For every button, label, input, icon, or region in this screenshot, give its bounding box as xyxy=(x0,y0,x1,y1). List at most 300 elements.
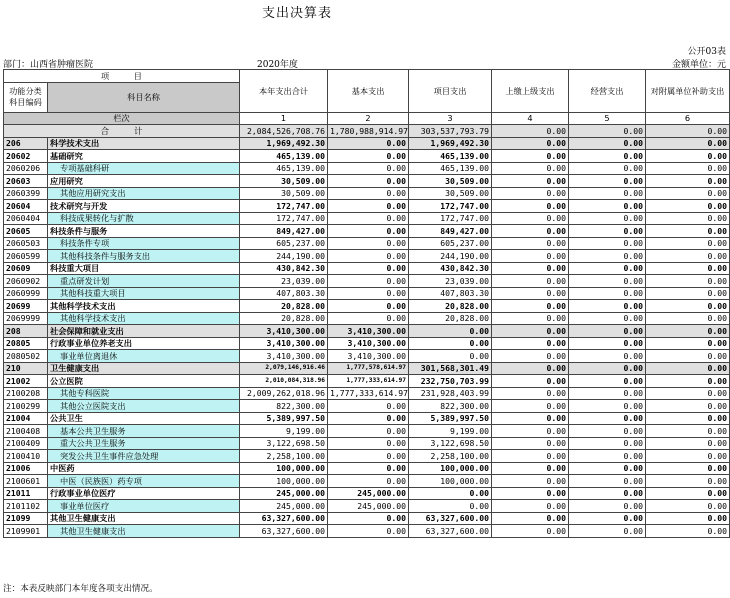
amount-cell: 0.00 xyxy=(328,200,409,213)
amount-cell: 0.00 xyxy=(569,400,646,413)
amount-cell: 245,000.00 xyxy=(240,487,328,500)
subject-name: 其他卫生健康支出 xyxy=(48,512,240,525)
table-row xyxy=(4,475,730,488)
amount-cell: 3,410,300.00 xyxy=(328,325,409,338)
amount-cell: 0.00 xyxy=(492,262,569,275)
subject-name: 公共卫生 xyxy=(48,412,240,425)
table-row xyxy=(4,287,730,300)
amount-cell: 0.00 xyxy=(409,325,492,338)
total-value: 0.00 xyxy=(646,125,730,138)
amount-cell: 0.00 xyxy=(328,212,409,225)
subject-code: 2100408 xyxy=(4,425,48,438)
amount-cell: 0.00 xyxy=(569,212,646,225)
footnote: 注：本表反映部门本年度各项支出情况。 xyxy=(3,584,158,594)
amount-cell: 0.00 xyxy=(646,212,730,225)
amount-cell: 3,410,300.00 xyxy=(240,325,328,338)
amount-cell: 1,777,333,614.97 xyxy=(328,375,409,388)
subject-code: 21011 xyxy=(4,487,48,500)
amount-cell: 0.00 xyxy=(492,237,569,250)
amount-cell: 0.00 xyxy=(646,525,730,538)
amount-cell: 849,427.00 xyxy=(240,225,328,238)
total-label: 合 计 xyxy=(4,125,240,138)
amount-cell: 0.00 xyxy=(646,412,730,425)
amount-cell: 0.00 xyxy=(492,162,569,175)
total-value: 2,084,526,708.76 xyxy=(240,125,328,138)
table-row xyxy=(4,187,730,200)
subject-name: 科学技术支出 xyxy=(48,137,240,150)
amount-cell: 5,389,997.50 xyxy=(240,412,328,425)
amount-cell: 3,410,300.00 xyxy=(240,350,328,363)
subject-code: 2109901 xyxy=(4,525,48,538)
amount-cell: 465,139.00 xyxy=(240,162,328,175)
amount-cell: 172,747.00 xyxy=(240,200,328,213)
amount-cell: 0.00 xyxy=(409,350,492,363)
table-row xyxy=(4,450,730,463)
column-number-row xyxy=(4,112,730,125)
subject-name: 科技条件与服务 xyxy=(48,225,240,238)
amount-cell: 3,122,698.50 xyxy=(409,437,492,450)
amount-cell: 30,509.00 xyxy=(409,175,492,188)
amount-cell: 0.00 xyxy=(569,262,646,275)
subject-name: 应用研究 xyxy=(48,175,240,188)
amount-cell: 0.00 xyxy=(569,312,646,325)
amount-cell: 0.00 xyxy=(646,425,730,438)
amount-cell: 0.00 xyxy=(492,387,569,400)
table-row xyxy=(4,262,730,275)
amount-cell: 0.00 xyxy=(492,475,569,488)
amount-cell: 0.00 xyxy=(646,387,730,400)
amount-cell: 9,199.00 xyxy=(240,425,328,438)
amount-cell: 0.00 xyxy=(492,450,569,463)
subject-name: 其他专科医院 xyxy=(48,387,240,400)
amount-cell: 0.00 xyxy=(492,312,569,325)
amount-cell: 0.00 xyxy=(328,237,409,250)
amount-cell: 0.00 xyxy=(646,400,730,413)
amount-cell: 822,300.00 xyxy=(409,400,492,413)
header-basic: 基本支出 xyxy=(328,70,409,113)
subject-code: 2069999 xyxy=(4,312,48,325)
subject-name: 社会保障和就业支出 xyxy=(48,325,240,338)
table-row xyxy=(4,387,730,400)
amount-cell: 0.00 xyxy=(646,275,730,288)
amount-cell: 0.00 xyxy=(569,525,646,538)
subject-name: 其他科技重大项目 xyxy=(48,287,240,300)
subject-name: 中医（民族医）药专项 xyxy=(48,475,240,488)
amount-cell: 0.00 xyxy=(646,250,730,263)
amount-cell: 2,010,084,318.96 xyxy=(240,375,328,388)
subject-code: 2060902 xyxy=(4,275,48,288)
subject-code: 20604 xyxy=(4,200,48,213)
subject-name: 中医药 xyxy=(48,462,240,475)
amount-cell: 0.00 xyxy=(492,275,569,288)
total-value: 303,537,793.79 xyxy=(409,125,492,138)
amount-cell: 605,237.00 xyxy=(409,237,492,250)
amount-cell: 0.00 xyxy=(328,425,409,438)
subject-code: 2100601 xyxy=(4,475,48,488)
amount-cell: 100,000.00 xyxy=(240,475,328,488)
amount-cell: 0.00 xyxy=(569,450,646,463)
amount-cell: 0.00 xyxy=(569,225,646,238)
amount-cell: 0.00 xyxy=(569,337,646,350)
table-row xyxy=(4,312,730,325)
amount-cell: 0.00 xyxy=(328,312,409,325)
amount-cell: 0.00 xyxy=(569,175,646,188)
amount-cell: 0.00 xyxy=(646,287,730,300)
subject-code: 2060999 xyxy=(4,287,48,300)
table-row xyxy=(4,437,730,450)
table-row xyxy=(4,512,730,525)
row-label: 栏次 xyxy=(4,112,240,125)
amount-cell: 0.00 xyxy=(492,512,569,525)
table-row xyxy=(4,250,730,263)
amount-cell: 0.00 xyxy=(492,400,569,413)
header-class-code: 功能分类 科目编码 xyxy=(4,82,48,112)
table-row xyxy=(4,212,730,225)
subject-code: 2080502 xyxy=(4,350,48,363)
subject-code: 20605 xyxy=(4,225,48,238)
subject-name: 事业单位离退休 xyxy=(48,350,240,363)
subject-code: 206 xyxy=(4,137,48,150)
amount-cell: 0.00 xyxy=(492,350,569,363)
amount-cell: 0.00 xyxy=(646,512,730,525)
amount-cell: 430,842.30 xyxy=(240,262,328,275)
amount-cell: 0.00 xyxy=(569,500,646,513)
subject-code: 21004 xyxy=(4,412,48,425)
amount-cell: 0.00 xyxy=(492,525,569,538)
amount-cell: 0.00 xyxy=(328,475,409,488)
expenditure-table xyxy=(3,69,730,538)
amount-cell: 20,828.00 xyxy=(409,300,492,313)
col-num-6: 6 xyxy=(646,112,730,125)
amount-cell: 0.00 xyxy=(328,512,409,525)
amount-cell: 0.00 xyxy=(328,450,409,463)
amount-cell: 0.00 xyxy=(646,150,730,163)
amount-cell: 0.00 xyxy=(409,487,492,500)
amount-cell: 0.00 xyxy=(492,487,569,500)
amount-cell: 0.00 xyxy=(328,187,409,200)
amount-cell: 0.00 xyxy=(569,200,646,213)
table-row xyxy=(4,275,730,288)
amount-cell: 0.00 xyxy=(492,325,569,338)
amount-cell: 3,410,300.00 xyxy=(240,337,328,350)
amount-cell: 244,190.00 xyxy=(409,250,492,263)
subject-code: 2060404 xyxy=(4,212,48,225)
amount-cell: 0.00 xyxy=(569,350,646,363)
amount-cell: 23,039.00 xyxy=(409,275,492,288)
subject-name: 科技重大项目 xyxy=(48,262,240,275)
amount-cell: 63,327,600.00 xyxy=(240,512,328,525)
col-num-4: 4 xyxy=(492,112,569,125)
amount-cell: 0.00 xyxy=(492,187,569,200)
amount-cell: 0.00 xyxy=(328,287,409,300)
amount-cell: 20,828.00 xyxy=(240,312,328,325)
amount-cell: 30,509.00 xyxy=(409,187,492,200)
subject-name: 基本公共卫生服务 xyxy=(48,425,240,438)
amount-cell: 0.00 xyxy=(646,362,730,375)
amount-cell: 605,237.00 xyxy=(240,237,328,250)
amount-cell: 0.00 xyxy=(569,287,646,300)
amount-cell: 0.00 xyxy=(646,300,730,313)
amount-cell: 100,000.00 xyxy=(409,475,492,488)
subject-code: 2100409 xyxy=(4,437,48,450)
amount-cell: 0.00 xyxy=(646,262,730,275)
amount-cell: 0.00 xyxy=(569,425,646,438)
amount-cell: 100,000.00 xyxy=(409,462,492,475)
amount-cell: 0.00 xyxy=(492,225,569,238)
amount-cell: 63,327,600.00 xyxy=(409,512,492,525)
table-row xyxy=(4,525,730,538)
amount-cell: 0.00 xyxy=(646,450,730,463)
amount-cell: 0.00 xyxy=(569,387,646,400)
amount-cell: 0.00 xyxy=(646,225,730,238)
amount-cell: 0.00 xyxy=(492,337,569,350)
table-row xyxy=(4,350,730,363)
subject-name: 行政事业单位养老支出 xyxy=(48,337,240,350)
header-subsidy: 对附属单位补助支出 xyxy=(646,70,730,113)
amount-cell: 0.00 xyxy=(646,487,730,500)
subject-name: 公立医院 xyxy=(48,375,240,388)
amount-cell: 172,747.00 xyxy=(409,200,492,213)
subject-code: 2060503 xyxy=(4,237,48,250)
subject-code: 210 xyxy=(4,362,48,375)
subject-name: 其他科技条件与服务支出 xyxy=(48,250,240,263)
amount-cell: 0.00 xyxy=(569,150,646,163)
amount-cell: 0.00 xyxy=(646,437,730,450)
amount-cell: 2,079,146,916.46 xyxy=(240,362,328,375)
subject-code: 20602 xyxy=(4,150,48,163)
subject-code: 2060399 xyxy=(4,187,48,200)
amount-cell: 3,410,300.00 xyxy=(328,350,409,363)
subject-code: 2100299 xyxy=(4,400,48,413)
amount-cell: 0.00 xyxy=(328,225,409,238)
amount-cell: 0.00 xyxy=(492,137,569,150)
amount-cell: 9,199.00 xyxy=(409,425,492,438)
amount-cell: 0.00 xyxy=(492,200,569,213)
subject-name: 事业单位医疗 xyxy=(48,500,240,513)
amount-cell: 20,828.00 xyxy=(409,312,492,325)
amount-cell: 1,777,333,614.97 xyxy=(328,387,409,400)
amount-cell: 0.00 xyxy=(328,462,409,475)
subject-name: 基础研究 xyxy=(48,150,240,163)
amount-cell: 0.00 xyxy=(569,137,646,150)
amount-cell: 232,750,703.99 xyxy=(409,375,492,388)
amount-cell: 30,509.00 xyxy=(240,175,328,188)
amount-cell: 0.00 xyxy=(492,175,569,188)
amount-cell: 0.00 xyxy=(328,150,409,163)
meta-row xyxy=(0,57,730,69)
table-row xyxy=(4,175,730,188)
amount-cell: 0.00 xyxy=(492,462,569,475)
table-row xyxy=(4,500,730,513)
amount-cell: 301,568,301.49 xyxy=(409,362,492,375)
subject-code: 2060599 xyxy=(4,250,48,263)
col-num-1: 1 xyxy=(240,112,328,125)
amount-cell: 0.00 xyxy=(492,150,569,163)
subject-name: 其他公立医院支出 xyxy=(48,400,240,413)
subject-name: 卫生健康支出 xyxy=(48,362,240,375)
amount-cell: 20,828.00 xyxy=(240,300,328,313)
amount-cell: 0.00 xyxy=(569,475,646,488)
amount-cell: 0.00 xyxy=(492,287,569,300)
amount-cell: 0.00 xyxy=(328,250,409,263)
amount-cell: 23,039.00 xyxy=(240,275,328,288)
subject-name: 突发公共卫生事件应急处理 xyxy=(48,450,240,463)
table-row xyxy=(4,362,730,375)
amount-cell: 0.00 xyxy=(492,362,569,375)
table-row xyxy=(4,412,730,425)
header-total: 本年支出合计 xyxy=(240,70,328,113)
amount-cell: 0.00 xyxy=(492,437,569,450)
table-row xyxy=(4,487,730,500)
amount-cell: 0.00 xyxy=(492,250,569,263)
amount-cell: 245,000.00 xyxy=(240,500,328,513)
amount-cell: 849,427.00 xyxy=(409,225,492,238)
amount-cell: 244,190.00 xyxy=(240,250,328,263)
amount-cell: 1,969,492.30 xyxy=(240,137,328,150)
amount-unit: 金额单位：元 xyxy=(671,60,726,70)
table-row xyxy=(4,300,730,313)
amount-cell: 0.00 xyxy=(492,300,569,313)
table-row xyxy=(4,150,730,163)
amount-cell: 3,122,698.50 xyxy=(240,437,328,450)
amount-cell: 0.00 xyxy=(569,437,646,450)
subject-code: 208 xyxy=(4,325,48,338)
amount-cell: 63,327,600.00 xyxy=(409,525,492,538)
amount-cell: 0.00 xyxy=(646,462,730,475)
amount-cell: 465,139.00 xyxy=(409,162,492,175)
table-row xyxy=(4,425,730,438)
amount-cell: 0.00 xyxy=(492,375,569,388)
subject-name: 专项基础科研 xyxy=(48,162,240,175)
total-value: 0.00 xyxy=(492,125,569,138)
amount-cell: 0.00 xyxy=(569,325,646,338)
subject-code: 20609 xyxy=(4,262,48,275)
header-upper: 上缴上级支出 xyxy=(492,70,569,113)
amount-cell: 3,410,300.00 xyxy=(328,337,409,350)
subject-name: 其他卫生健康支出 xyxy=(48,525,240,538)
amount-cell: 0.00 xyxy=(646,312,730,325)
amount-cell: 245,000.00 xyxy=(328,487,409,500)
header-row-1 xyxy=(4,70,730,83)
subject-code: 2101102 xyxy=(4,500,48,513)
amount-cell: 0.00 xyxy=(328,400,409,413)
amount-cell: 0.00 xyxy=(646,350,730,363)
amount-cell: 100,000.00 xyxy=(240,462,328,475)
table-row xyxy=(4,325,730,338)
subject-code: 21002 xyxy=(4,375,48,388)
amount-cell: 0.00 xyxy=(646,137,730,150)
amount-cell: 407,803.30 xyxy=(409,287,492,300)
fiscal-year: 2020年度 xyxy=(257,60,298,70)
subject-code: 20699 xyxy=(4,300,48,313)
amount-cell: 0.00 xyxy=(328,300,409,313)
amount-cell: 407,803.30 xyxy=(240,287,328,300)
amount-cell: 30,509.00 xyxy=(240,187,328,200)
amount-cell: 0.00 xyxy=(492,500,569,513)
amount-cell: 0.00 xyxy=(328,412,409,425)
amount-cell: 172,747.00 xyxy=(240,212,328,225)
subject-code: 2060206 xyxy=(4,162,48,175)
amount-cell: 0.00 xyxy=(646,187,730,200)
subject-name: 技术研究与开发 xyxy=(48,200,240,213)
amount-cell: 0.00 xyxy=(328,137,409,150)
subject-name: 重大公共卫生服务 xyxy=(48,437,240,450)
total-value: 0.00 xyxy=(569,125,646,138)
amount-cell: 0.00 xyxy=(569,237,646,250)
amount-cell: 0.00 xyxy=(328,525,409,538)
amount-cell: 0.00 xyxy=(569,187,646,200)
amount-cell: 2,258,100.00 xyxy=(240,450,328,463)
amount-cell: 0.00 xyxy=(646,475,730,488)
amount-cell: 0.00 xyxy=(569,512,646,525)
amount-cell: 0.00 xyxy=(328,262,409,275)
subject-code: 21006 xyxy=(4,462,48,475)
total-row xyxy=(4,125,730,138)
department-label: 部门：山西省肿瘤医院 xyxy=(3,60,94,70)
subject-name: 科技条件专项 xyxy=(48,237,240,250)
amount-cell: 0.00 xyxy=(646,175,730,188)
form-number: 公开03表 xyxy=(687,47,726,57)
table-row xyxy=(4,200,730,213)
table-row xyxy=(4,462,730,475)
header-subject-name: 科目名称 xyxy=(48,82,240,112)
col-num-5: 5 xyxy=(569,112,646,125)
amount-cell: 245,000.00 xyxy=(328,500,409,513)
amount-cell: 0.00 xyxy=(646,500,730,513)
amount-cell: 0.00 xyxy=(569,487,646,500)
amount-cell: 1,777,578,614.97 xyxy=(328,362,409,375)
amount-cell: 0.00 xyxy=(492,212,569,225)
amount-cell: 465,139.00 xyxy=(240,150,328,163)
amount-cell: 0.00 xyxy=(328,175,409,188)
amount-cell: 0.00 xyxy=(569,250,646,263)
total-value: 1,780,988,914.97 xyxy=(328,125,409,138)
amount-cell: 0.00 xyxy=(569,462,646,475)
table-row xyxy=(4,337,730,350)
subject-code: 20805 xyxy=(4,337,48,350)
amount-cell: 0.00 xyxy=(569,300,646,313)
table-row xyxy=(4,162,730,175)
amount-cell: 1,969,492.30 xyxy=(409,137,492,150)
amount-cell: 0.00 xyxy=(569,275,646,288)
amount-cell: 0.00 xyxy=(328,437,409,450)
amount-cell: 63,327,600.00 xyxy=(240,525,328,538)
subject-name: 其他应用研究支出 xyxy=(48,187,240,200)
header-business: 经营支出 xyxy=(569,70,646,113)
amount-cell: 0.00 xyxy=(328,275,409,288)
subject-code: 21099 xyxy=(4,512,48,525)
table-row xyxy=(4,137,730,150)
report-title: 支出决算表 xyxy=(261,6,332,21)
amount-cell: 0.00 xyxy=(646,337,730,350)
amount-cell: 465,139.00 xyxy=(409,150,492,163)
subject-name: 重点研发计划 xyxy=(48,275,240,288)
col-num-3: 3 xyxy=(409,112,492,125)
amount-cell: 0.00 xyxy=(646,237,730,250)
subject-code: 2100410 xyxy=(4,450,48,463)
subject-code: 2100208 xyxy=(4,387,48,400)
table-row xyxy=(4,400,730,413)
amount-cell: 0.00 xyxy=(569,162,646,175)
amount-cell: 0.00 xyxy=(646,162,730,175)
amount-cell: 2,258,100.00 xyxy=(409,450,492,463)
amount-cell: 0.00 xyxy=(646,325,730,338)
amount-cell: 0.00 xyxy=(569,362,646,375)
table-row xyxy=(4,237,730,250)
amount-cell: 0.00 xyxy=(569,375,646,388)
amount-cell: 430,842.30 xyxy=(409,262,492,275)
subject-name: 其他科学技术支出 xyxy=(48,300,240,313)
